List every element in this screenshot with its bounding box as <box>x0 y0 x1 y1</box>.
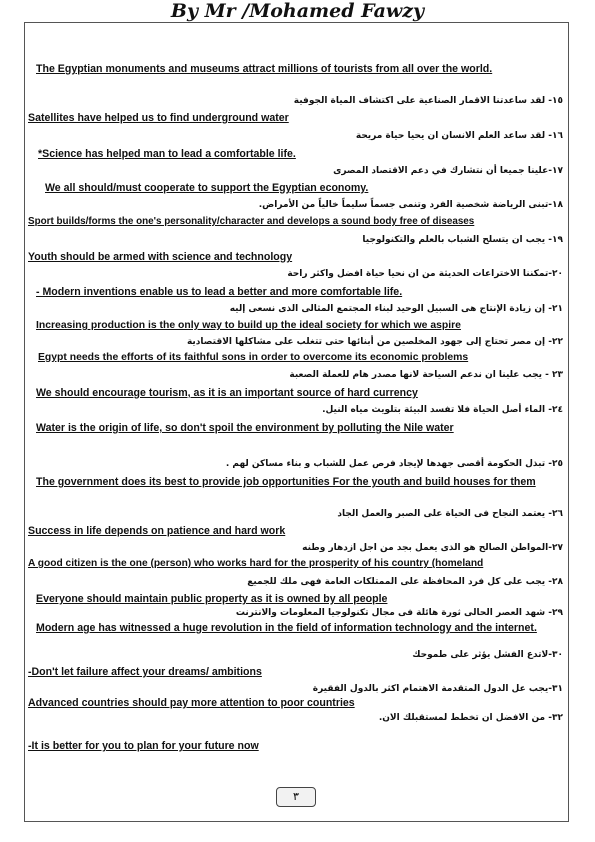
item-22-english: Egypt needs the efforts of its faithful sons in order to overcome its economic problems <box>38 352 469 363</box>
item-16-arabic: ١٦- لقد ساعد العلم الانسان ان يحيا حياة مريحة <box>355 131 563 141</box>
item-20-arabic: ٢٠-تمكننا الاختراعات الحديثة من ان نحيا حياة افضل واكثر راحة <box>287 269 563 279</box>
item-29-arabic: ٢٩- شهد العصر الحالى ثورة هائلة فى مجال تكنولوجيا المعلومات والانترنت <box>235 608 563 618</box>
item-26-english: Success in life depends on patience and hard work <box>28 525 286 537</box>
item-31-arabic: ٣١-يجب عل الدول المتقدمة الاهتمام اكثر بالدول الفقيرة <box>312 684 563 694</box>
item-23-arabic: ٢٣ - يجب علينا ان ندعم السياحة لانها مصدر هام للعملة الصعبة <box>289 370 563 380</box>
item-14-english: The Egyptian monuments and museums attract millions of tourists from all over the world. <box>36 63 493 75</box>
item-21-english: Increasing production is the only way to build up the ideal society for which we aspire <box>36 320 461 331</box>
item-17-arabic: ١٧-علينا جميعا أن نتشارك في دعم الاقتصاد المصرى <box>333 166 563 176</box>
item-32-arabic: ٣٢- من الافضل ان تخطط لمستقبلك الان. <box>378 713 563 723</box>
item-18-arabic: ١٨-تبنى الرياضة شخصية الفرد وتنمى جسماً سليماً خالياً من الأمراض. <box>258 200 563 210</box>
item-15-english: Satellites have helped us to find underground water <box>28 112 289 124</box>
item-22-arabic: ٢٢- إن مصر تحتاج إلى جهود المخلصين من أبنائها حتى تتغلب على مشاكلها الاقتصادية <box>186 337 563 347</box>
item-29-english: Modern age has witnessed a huge revolution in the field of information technology and the internet. <box>36 622 537 634</box>
item-24-english: Water is the origin of life, so don't spoil the environment by polluting the Nile water <box>36 422 454 434</box>
item-30-arabic: ٣٠-لاتدع الفشل يؤثر على طموحك <box>412 650 563 660</box>
item-20-english: - Modern inventions enable us to lead a better and more comfortable life. <box>36 286 403 298</box>
page-header-title: By Mr /Mohamed Fawzy <box>170 0 425 22</box>
item-18-english: Sport builds/forms the one's personality/character and develops a sound body free of diseases <box>28 216 475 227</box>
item-25-arabic: ٢٥- تبذل الحكومة أقصى جهدها لإيجاد فرص عمل للشباب و بناء مساكن لهم . <box>225 459 563 469</box>
item-17-english: We all should/must cooperate to support the Egyptian economy. <box>45 182 369 194</box>
item-23-english: We should encourage tourism, as it is an important source of hard currency <box>36 387 418 399</box>
item-25-english: The government does its best to provide job opportunities For the youth and build houses for them <box>36 476 536 488</box>
item-28-english: Everyone should maintain public property as it is owned by all people <box>36 593 388 605</box>
item-28-arabic: ٢٨- يجب على كل فرد المحافظة على الممتلكات العامة فهى ملك للجميع <box>247 577 563 587</box>
item-27-arabic: ٢٧-المواطن الصالح هو الذى يعمل بجد من اجل ازدهار وطنه <box>302 543 563 553</box>
item-16-english: *Science has helped man to lead a comfortable life. <box>38 148 296 160</box>
item-21-arabic: ٢١- إن زيادة الإنتاج هى السبيل الوحيد لبناء المجتمع المثالى الذى نسعى إليه <box>229 304 563 314</box>
item-26-arabic: ٢٦- يعتمد النجاح فى الحياة على الصبر والعمل الجاد <box>337 509 563 519</box>
item-31-english: Advanced countries should pay more attention to poor countries <box>28 697 355 709</box>
item-19-arabic: ١٩- يجب ان يتسلح الشباب بالعلم والتكنولوجيا <box>362 235 563 245</box>
page-number-badge: ٣ <box>276 787 316 807</box>
item-19-english: Youth should be armed with science and technology <box>28 251 293 263</box>
item-27-english: A good citizen is the one (person) who works hard for the prosperity of his country (homeland <box>28 558 484 569</box>
item-15-arabic: ١٥- لقد ساعدتنا الاقمار الصناعية على اكتشاف المياة الجوفية <box>293 96 563 106</box>
item-32-english: -It is better for you to plan for your future now <box>28 740 259 752</box>
item-30-english: -Don't let failure affect your dreams/ ambitions <box>28 666 262 678</box>
item-24-arabic: ٢٤- الماء أصل الحياة فلا تفسد البيئة بتلويث مياه النيل. <box>322 405 563 415</box>
